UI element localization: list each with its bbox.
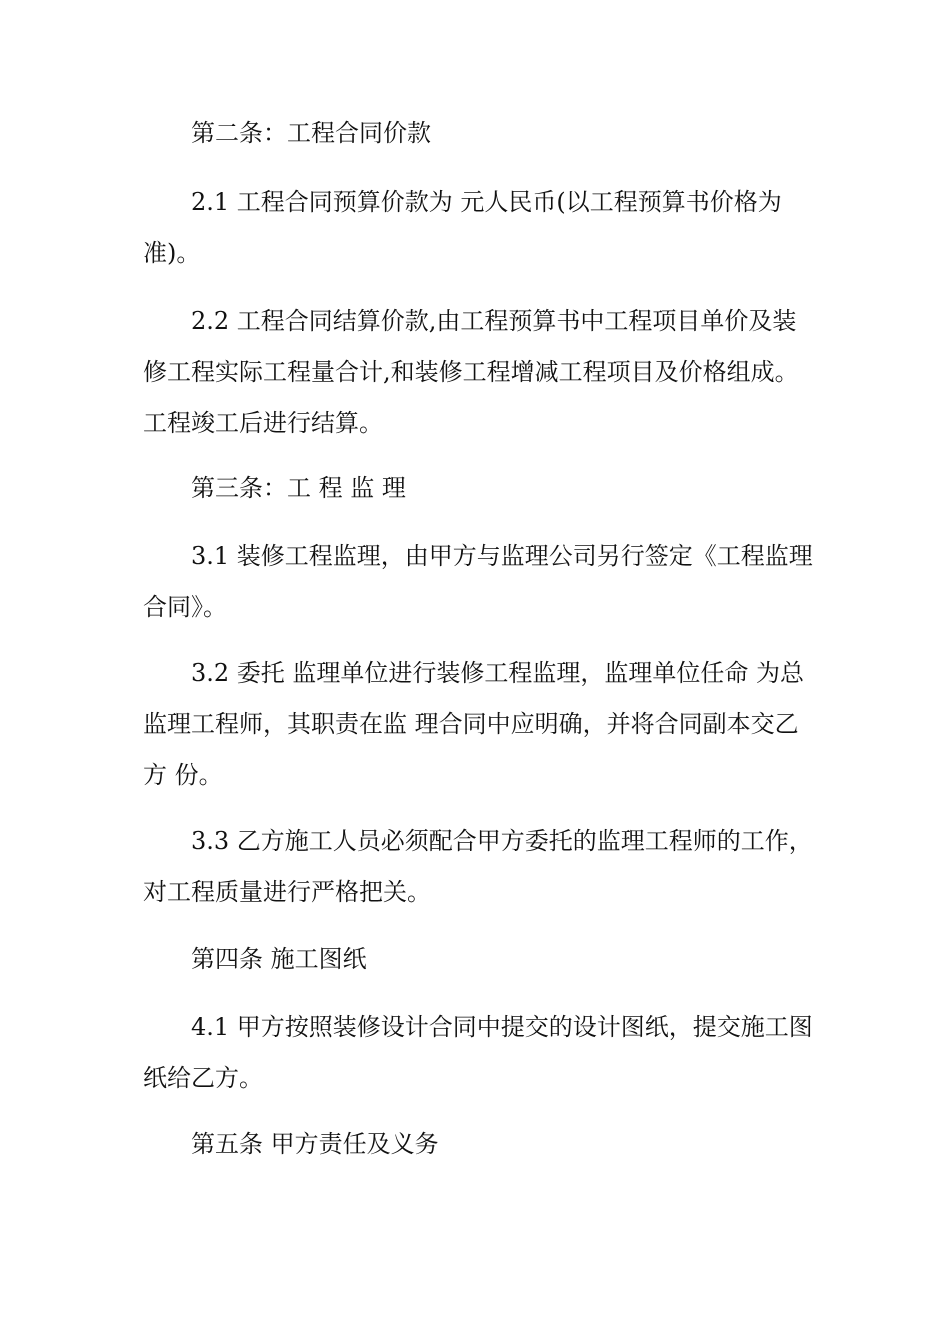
text-line: 第三条：工 程 监 理 (191, 474, 406, 502)
text-line: 3.2 委托 监理单位进行装修工程监理，监理单位任命 为总 (191, 659, 805, 687)
text-line: 准)。 (143, 239, 201, 267)
text-line: 第五条 甲方责任及义务 (191, 1130, 439, 1158)
text-line: 工程竣工后进行结算。 (143, 409, 383, 437)
text-line: 3.1 装修工程监理，由甲方与监理公司另行签定《工程监理 (191, 542, 813, 570)
text-line: 2.1 工程合同预算价款为 元人民币(以工程预算书价格为 (191, 188, 782, 216)
text-line: 对工程质量进行严格把关。 (143, 878, 431, 906)
text-line: 方 份。 (143, 761, 223, 789)
text-line: 修工程实际工程量合计,和装修工程增减工程项目及价格组成。 (143, 358, 799, 386)
text-line: 2.2 工程合同结算价款,由工程预算书中工程项目单价及装 (191, 307, 797, 335)
text-line: 第二条：工程合同价款 (191, 119, 431, 147)
text-line: 纸给乙方。 (143, 1064, 263, 1092)
text-line: 合同》。 (143, 593, 227, 621)
text-line: 监理工程师，其职责在监 理合同中应明确，并将合同副本交乙 (143, 710, 799, 738)
text-line: 第四条 施工图纸 (191, 945, 367, 973)
text-line: 4.1 甲方按照装修设计合同中提交的设计图纸，提交施工图 (191, 1013, 813, 1041)
text-line: 3.3 乙方施工人员必须配合甲方委托的监理工程师的工作， (191, 827, 813, 855)
